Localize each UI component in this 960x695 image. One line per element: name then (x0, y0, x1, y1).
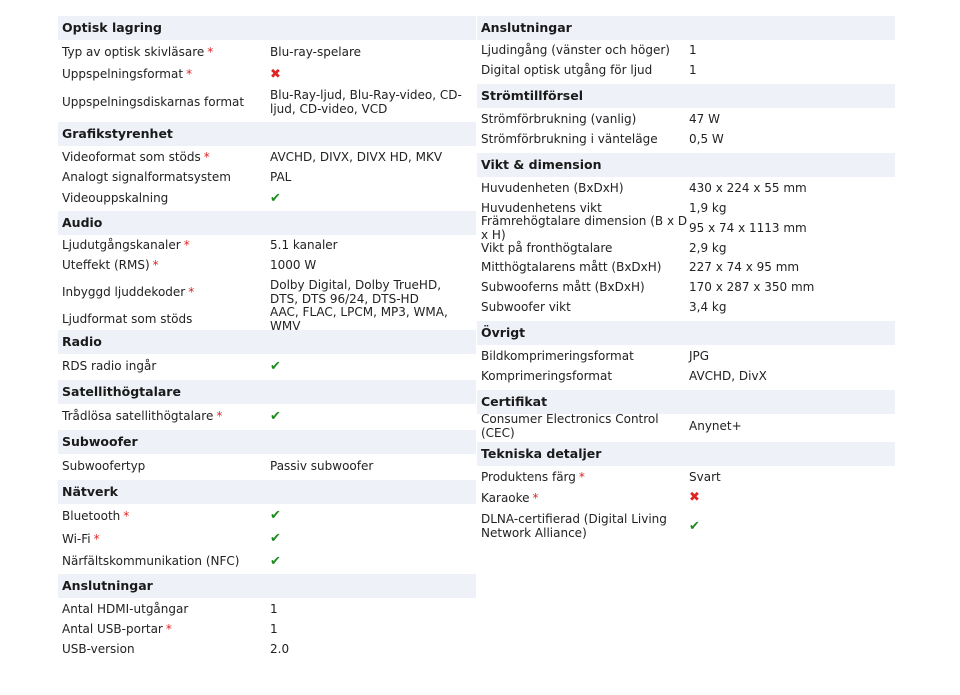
spec-value (689, 112, 895, 126)
required-asterisk: * (203, 149, 210, 164)
spec-label-text: Uppspelningsdiskarnas format (62, 95, 245, 109)
spec-label-text: Videouppskalning (62, 191, 169, 205)
spec-row (58, 40, 476, 64)
required-asterisk: * (532, 490, 539, 505)
spec-label (62, 238, 270, 252)
spec-label-text: Digital optisk utgång för ljud (481, 63, 653, 77)
spec-row (58, 639, 476, 659)
spec-value-text: Svart (689, 469, 721, 484)
spec-value (689, 280, 895, 294)
section-header-grafikstyrenhet: Grafikstyrenhet (58, 122, 476, 146)
spec-row (477, 414, 895, 438)
spec-label-text: Huvudenhetens vikt (481, 201, 602, 215)
spec-label (481, 201, 689, 215)
spec-row (58, 619, 476, 639)
spec-value-text: 1 (689, 63, 697, 77)
spec-value-text: AVCHD, DIVX, DIVX HD, MKV (270, 149, 443, 164)
spec-row (58, 304, 476, 333)
checkmark-icon: ✔ (270, 190, 281, 206)
spec-value-text: 47 W (689, 111, 720, 126)
required-asterisk: * (188, 285, 195, 299)
spec-label-text: Videoformat som stöds (62, 149, 201, 164)
spec-label (62, 359, 270, 373)
spec-label-text: Ljudformat som stöds (62, 311, 193, 326)
spec-value-text: 1 (689, 43, 697, 57)
section-header-certifikat: Certifikat (477, 390, 895, 414)
spec-value-text: JPG (689, 348, 710, 363)
spec-row (58, 550, 476, 572)
spec-value (270, 602, 476, 616)
spec-row (477, 60, 895, 80)
spec-label-text: Antal HDMI-utgångar (62, 601, 189, 616)
spec-value (270, 508, 476, 523)
section-header-anslutningar: Anslutningar (58, 574, 476, 598)
spec-value-text: 1 (270, 601, 278, 616)
spec-value (689, 221, 895, 235)
spec-value (689, 63, 895, 77)
spec-label (62, 150, 270, 164)
spec-value (689, 181, 895, 195)
spec-row (477, 297, 895, 317)
spec-value-text: PAL (270, 170, 292, 184)
spec-value (270, 305, 476, 333)
section-header-anslutningar: Anslutningar (477, 16, 895, 40)
spec-value (270, 359, 476, 374)
spec-label-text: RDS radio ingår (62, 359, 157, 373)
spec-row (58, 598, 476, 619)
spec-value (689, 43, 895, 57)
spec-label-text: Karaoke (481, 490, 530, 505)
required-asterisk: * (165, 622, 172, 636)
spec-label-text: Strömförbrukning (vanlig) (481, 111, 637, 126)
spec-label (62, 509, 270, 523)
spec-label-text: DLNA-certifierad (Digital Living Network Alliance) (481, 512, 667, 540)
spec-label (481, 43, 689, 57)
checkmark-icon: ✔ (270, 508, 281, 523)
spec-label-text: Subwoofer vikt (481, 300, 571, 314)
spec-value-text: 430 x 224 x 55 mm (689, 180, 807, 195)
spec-label (481, 241, 689, 255)
spec-label (62, 45, 270, 59)
checkmark-icon: ✔ (270, 553, 281, 569)
spec-label (62, 258, 270, 272)
spec-label (481, 280, 689, 294)
checkmark-icon: ✔ (689, 518, 700, 534)
spec-value (270, 459, 476, 473)
spec-value-text: Anynet+ (689, 419, 742, 433)
spec-value (270, 622, 476, 636)
spec-value (689, 260, 895, 274)
spec-value (689, 369, 895, 383)
spec-value-text: 3,4 kg (689, 300, 727, 314)
spec-value (689, 419, 895, 433)
spec-value-text: Dolby Digital, Dolby TrueHD, DTS, DTS 96/24, DTS-HD (270, 278, 442, 306)
spec-row (58, 354, 476, 378)
spec-label-text: Närfältskommunikation (NFC) (62, 554, 240, 568)
spec-row (58, 84, 476, 120)
spec-label-text: Subwoofertyp (62, 459, 146, 473)
checkmark-icon: ✔ (270, 408, 281, 424)
spec-label (481, 260, 689, 274)
spec-row (477, 238, 895, 257)
spec-label (481, 369, 689, 383)
spec-row (477, 487, 895, 508)
spec-label-text: Inbyggd ljuddekoder (62, 285, 186, 299)
spec-value (689, 490, 895, 505)
required-asterisk: * (123, 508, 130, 523)
spec-label (62, 285, 270, 299)
spec-label (481, 214, 689, 242)
spec-value (270, 409, 476, 424)
spec-value (689, 132, 895, 146)
spec-value-text: 170 x 287 x 350 mm (689, 280, 815, 294)
spec-label (62, 191, 270, 205)
spec-value-text: AVCHD, DivX (689, 369, 767, 383)
spec-label-text: Strömförbrukning i vänteläge (481, 132, 658, 146)
spec-label (481, 412, 689, 440)
cross-icon: ✖ (270, 66, 281, 82)
spec-row (58, 454, 476, 478)
required-asterisk: * (216, 409, 223, 423)
spec-value (689, 300, 895, 314)
spec-row (58, 146, 476, 167)
section-header-optisk-lagring: Optisk lagring (58, 16, 476, 40)
spec-row (477, 366, 895, 386)
spec-row (477, 345, 895, 366)
spec-label (62, 532, 270, 546)
spec-label (481, 300, 689, 314)
spec-row (58, 187, 476, 209)
required-asterisk: * (578, 469, 585, 484)
spec-value (270, 45, 476, 59)
spec-label-text: Komprimeringsformat (481, 369, 613, 383)
spec-value-text: Passiv subwoofer (270, 459, 374, 473)
spec-label-text: Antal USB-portar (62, 622, 163, 636)
spec-row (58, 64, 476, 84)
spec-value (270, 554, 476, 569)
spec-row (477, 177, 895, 198)
spec-value (689, 201, 895, 215)
spec-label (62, 95, 270, 109)
spec-label-text: Uppspelningsformat (62, 67, 184, 81)
spec-value-text: 5.1 kanaler (270, 238, 338, 252)
required-asterisk: * (186, 67, 193, 81)
checkmark-icon: ✔ (270, 358, 281, 374)
spec-label-text: Uteffekt (RMS) (62, 258, 150, 272)
section-header-tekniska-detaljer: Tekniska detaljer (477, 442, 895, 466)
spec-row (58, 255, 476, 275)
spec-value-text: 2.0 (270, 642, 290, 656)
spec-row (477, 108, 895, 129)
section-header-satellithogtalare: Satellithögtalare (58, 380, 476, 404)
spec-label (62, 459, 270, 473)
spec-label-text: Analogt signalformatsystem (62, 170, 231, 184)
spec-label-text: Främrehögtalare dimension (B x D x H) (481, 214, 688, 242)
spec-column-left (58, 16, 476, 659)
section-header-subwoofer: Subwoofer (58, 430, 476, 454)
spec-value (270, 278, 476, 306)
spec-value-text: 95 x 74 x 1113 mm (689, 221, 807, 235)
spec-label (481, 512, 689, 540)
required-asterisk: * (93, 531, 100, 546)
spec-value (270, 191, 476, 206)
spec-label-text: Produktens färg (481, 469, 576, 484)
spec-value (689, 349, 895, 363)
spec-value (689, 241, 895, 255)
spec-label-text: Mitthögtalarens mått (BxDxH) (481, 260, 662, 274)
spec-value-text: Blu-ray-spelare (270, 45, 362, 59)
spec-label (481, 63, 689, 77)
spec-value (270, 67, 476, 82)
spec-value-text: 0,5 W (689, 132, 724, 146)
section-header-vikt-dimension: Vikt & dimension (477, 153, 895, 177)
spec-row (477, 129, 895, 149)
spec-label (62, 312, 270, 326)
section-header-natverk: Nätverk (58, 480, 476, 504)
spec-value-text: 2,9 kg (689, 240, 727, 255)
spec-label-text: Wi-Fi (62, 531, 91, 546)
spec-value (689, 470, 895, 484)
spec-value-text: 1000 W (270, 258, 317, 272)
spec-value-text: 1 (270, 622, 278, 636)
spec-label (62, 67, 270, 81)
spec-label-text: Trådlösa satellithögtalare (62, 409, 214, 423)
spec-label (481, 349, 689, 363)
spec-value (270, 150, 476, 164)
spec-value (270, 238, 476, 252)
spec-label-text: Bildkomprimeringsformat (481, 348, 634, 363)
spec-value (270, 531, 476, 546)
spec-label (481, 132, 689, 146)
spec-label-text: Bluetooth (62, 508, 121, 523)
section-header-audio: Audio (58, 211, 476, 235)
spec-value (689, 519, 895, 534)
spec-row (58, 527, 476, 550)
section-header-stromtillforsel: Strömtillförsel (477, 84, 895, 108)
spec-label-text: Typ av optisk skivläsare (62, 45, 205, 59)
spec-label-text: Ljudingång (vänster och höger) (481, 43, 670, 57)
spec-label-text: Vikt på fronthögtalare (481, 240, 613, 255)
spec-label-text: Consumer Electronics Control (CEC) (481, 412, 659, 440)
spec-label (62, 642, 270, 656)
spec-value (270, 88, 476, 116)
cross-icon: ✖ (689, 490, 700, 505)
spec-row (58, 404, 476, 428)
required-asterisk: * (183, 238, 190, 252)
spec-value (270, 170, 476, 184)
spec-column-right (477, 16, 895, 544)
spec-row (477, 508, 895, 544)
spec-row (58, 167, 476, 187)
spec-label (481, 470, 689, 484)
spec-label (62, 622, 270, 636)
spec-value-text: AAC, FLAC, LPCM, MP3, WMA, WMV (270, 304, 448, 333)
spec-row (58, 504, 476, 527)
spec-label-text: USB-version (62, 642, 135, 656)
spec-row (477, 40, 895, 60)
checkmark-icon: ✔ (270, 531, 281, 546)
spec-label (481, 181, 689, 195)
section-header-radio: Radio (58, 330, 476, 354)
spec-label (62, 602, 270, 616)
section-header-ovrigt: Övrigt (477, 321, 895, 345)
spec-row (58, 235, 476, 255)
spec-label-text: Subwooferns mått (BxDxH) (481, 280, 645, 294)
spec-label-text: Huvudenheten (BxDxH) (481, 180, 624, 195)
spec-row (477, 277, 895, 297)
spec-label (62, 170, 270, 184)
spec-label (481, 112, 689, 126)
required-asterisk: * (152, 258, 159, 272)
spec-value (270, 258, 476, 272)
spec-label (62, 409, 270, 423)
spec-row (477, 466, 895, 487)
spec-row (477, 257, 895, 277)
spec-value (270, 642, 476, 656)
spec-label (62, 554, 270, 568)
spec-label (481, 491, 689, 505)
spec-label-text: Ljudutgångskanaler (62, 238, 181, 252)
spec-value-text: Blu-Ray-ljud, Blu-Ray-video, CD-ljud, CD-video, VCD (270, 88, 462, 116)
required-asterisk: * (207, 45, 214, 59)
spec-value-text: 227 x 74 x 95 mm (689, 260, 800, 274)
spec-value-text: 1,9 kg (689, 201, 727, 215)
spec-row (477, 214, 895, 242)
